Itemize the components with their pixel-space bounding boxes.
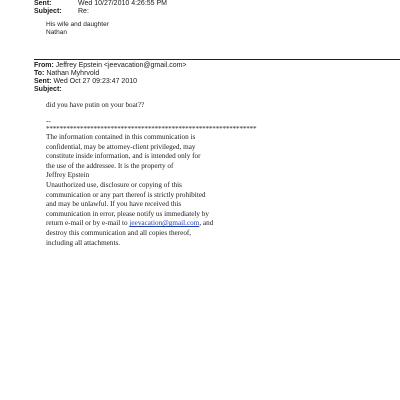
sent-value: Wed 10/27/2010 4:26:55 PM [78,0,167,7]
signature-dashes: -- [46,117,51,125]
top-body-line: His wife and daughter [46,21,109,28]
notice-line: communication or any part thereof is strictly prohibited [46,190,206,199]
sent-row [34,0,167,8]
sent-label: Sent: [34,0,52,7]
quoted-body: did you have putin on your boat?? [46,101,145,109]
from-value: Jeffrey Epstein <jeevacation@gmail.com> [55,62,187,69]
notice-line: destroy this communication and all copies thereof, [46,228,192,237]
notice-line: The information contained in this communication is [46,133,196,141]
notice-line: Jeffrey Epstein [46,171,90,180]
quoted-subject-label: Subject: [34,86,62,93]
notice-line: including all attachments. [46,238,121,247]
quoted-sent-value: Wed Oct 27 09:23:47 2010 [53,78,137,85]
top-body [46,21,109,37]
quoted-sent-label: Sent: [34,78,52,85]
notice-line: the use of the addressee. It is the property of [46,161,174,170]
top-body-line: Nathan [46,29,67,36]
confidentiality-notice [46,133,213,248]
notice-line-with-link [46,219,213,229]
quoted-sent-row [34,78,137,86]
notice-line: communication in error, please notify us immediately by [46,209,209,218]
from-label: From: [34,62,54,69]
quoted-from-row [34,62,187,70]
quoted-to-row [34,70,99,78]
email-link[interactable]: jeevacation@gmail.com [129,219,200,228]
notice-line: constitute inside information, and is intended only for [46,152,201,161]
subject-label: Subject: [34,8,62,15]
header-divider [34,59,400,60]
subject-row [34,8,89,16]
to-label: To: [34,70,45,77]
quoted-subject-row [34,86,62,94]
to-value: Nathan Myhrvold [46,70,100,77]
subject-value: Re: [78,8,89,15]
notice-line: confidential, may be attorney-client privileged, may [46,142,196,151]
notice-text: return e-mail or by e-mail to [46,219,130,228]
notice-text: , and [199,219,214,228]
asterisk-separator: ************************************************************** [46,125,257,133]
notice-line: Unauthorized use, disclosure or copying of this [46,180,182,189]
notice-line: and may be unlawful. If you have received this [46,200,182,209]
